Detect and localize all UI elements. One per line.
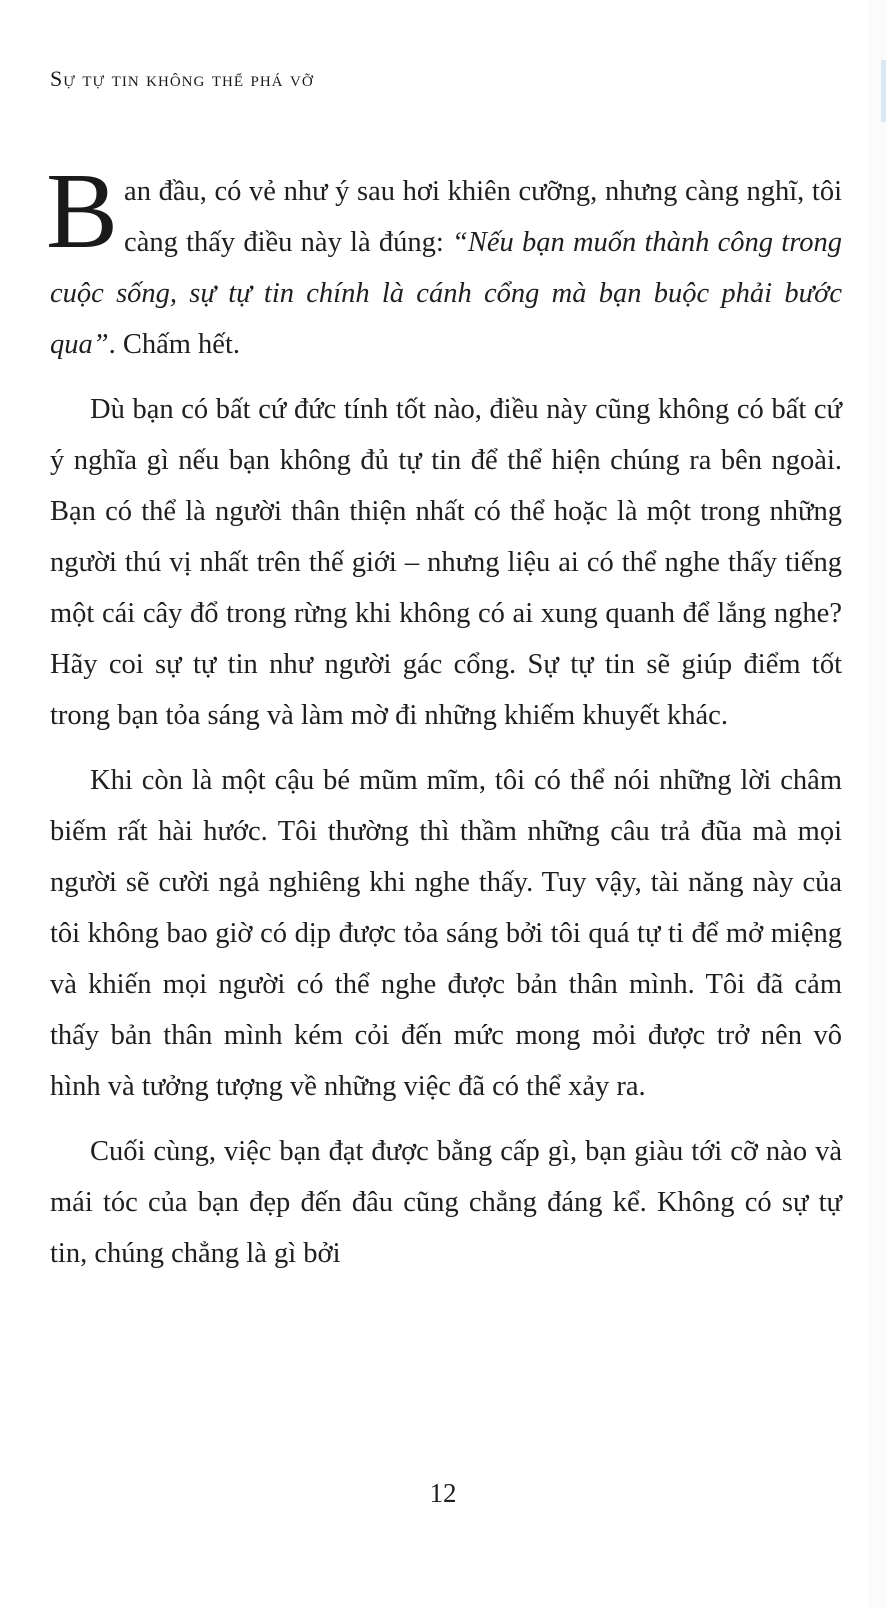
page-number: 12 <box>429 1478 457 1508</box>
paragraph-3: Khi còn là một cậu bé mũm mĩm, tôi có thể nói những lời châm biếm rất hài hước. Tôi thường thì thầm những câu trả đũa mà mọi người sẽ cười ngả nghiêng khi nghe thấy. Tuy vậy, tài năng này của tôi không bao giờ có dịp được tỏa sáng bởi tôi quá tự ti để mở miệng và khiến mọi người có thể nghe được bản thân mình. Tôi đã cảm thấy bản thân mình kém cỏi đến mức mong mỏi được trở nên vô hình và tưởng tượng về những việc đã có thể xảy ra. <box>50 765 842 1102</box>
paragraph-1-lead: an đầu, có vẻ như ý sau hơi khiên cưỡng, nhưng càng nghĩ, tôi càng thấy điều này là đúng: <box>124 176 842 258</box>
paragraph-1-tail: . Chấm hết. <box>108 329 241 360</box>
paragraph-1 <box>46 152 842 370</box>
page-edge-mark <box>881 60 886 122</box>
paragraph-1-quote: “Nếu bạn muốn thành công trong cuộc sống, sự tự tin chính là cánh cổng mà bạn buộc phải bước qua” <box>50 227 842 360</box>
running-head: Sự tự tin không thể phá vỡ <box>50 66 314 91</box>
body-text <box>46 152 842 1293</box>
drop-cap: B <box>46 152 119 271</box>
page-edge <box>868 0 886 1608</box>
paragraph-4: Cuối cùng, việc bạn đạt được bằng cấp gì, bạn giàu tới cỡ nào và mái tóc của bạn đẹp đến đâu cũng chẳng đáng kể. Không có sự tự tin, chúng chẳng là gì bởi <box>50 1136 842 1269</box>
paragraph-2: Dù bạn có bất cứ đức tính tốt nào, điều này cũng không có bất cứ ý nghĩa gì nếu bạn không đủ tự tin để thể hiện chúng ra bên ngoài. Bạn có thể là người thân thiện nhất có thể hoặc là một trong những người thú vị nhất trên thế giới – nhưng liệu ai có thể nghe thấy tiếng một cái cây đổ trong rừng khi không có ai xung quanh để lắng nghe? Hãy coi sự tự tin như người gác cổng. Sự tự tin sẽ giúp điểm tốt trong bạn tỏa sáng và làm mờ đi những khiếm khuyết khác. <box>50 394 842 731</box>
